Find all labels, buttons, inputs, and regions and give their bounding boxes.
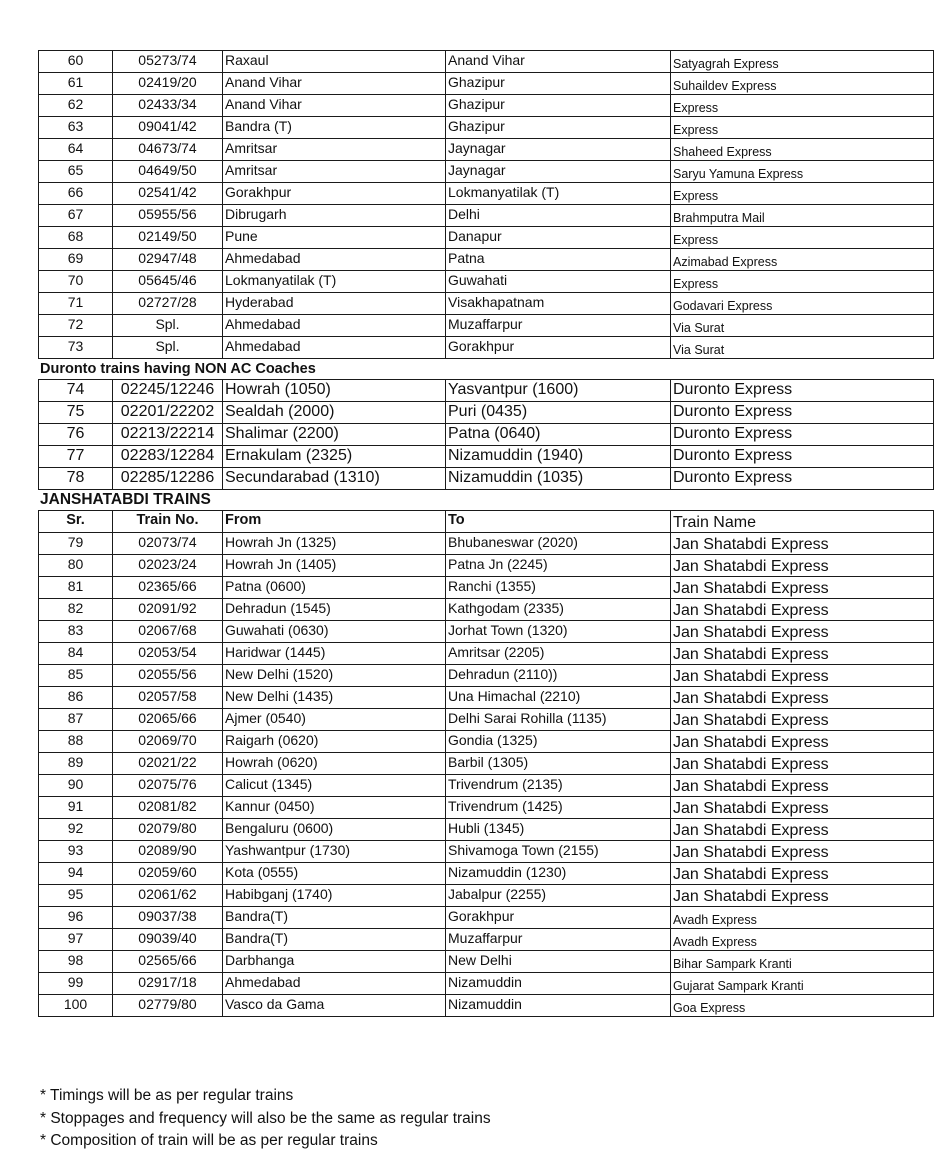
cell-train-name: Jan Shatabdi Express [671, 555, 934, 577]
table-row [39, 227, 934, 249]
cell-sr: 95 [39, 885, 113, 907]
cell-train-no: 02149/50 [113, 227, 223, 249]
cell-sr: 78 [39, 468, 113, 490]
cell-train-name: Goa Express [671, 995, 934, 1017]
cell-train-no: 02285/12286 [113, 468, 223, 490]
cell-train-no: 02055/56 [113, 665, 223, 687]
table-row [39, 95, 934, 117]
table-row [39, 577, 934, 599]
cell-to: Dehradun (2110)) [446, 665, 671, 687]
cell-train-no: 09041/42 [113, 117, 223, 139]
cell-train-no: 02061/62 [113, 885, 223, 907]
janshatabdi-trains-table [38, 510, 934, 1017]
cell-from: Shalimar (2200) [223, 424, 446, 446]
cell-to: Patna Jn (2245) [446, 555, 671, 577]
cell-from: New Delhi (1435) [223, 687, 446, 709]
cell-sr: 70 [39, 271, 113, 293]
table-row [39, 643, 934, 665]
cell-from: Bandra(T) [223, 907, 446, 929]
cell-train-no: 02283/12284 [113, 446, 223, 468]
cell-train-no: 02053/54 [113, 643, 223, 665]
special-trains-table [38, 50, 934, 359]
cell-train-name: Jan Shatabdi Express [671, 731, 934, 753]
table-row [39, 402, 934, 424]
cell-to: Ghazipur [446, 95, 671, 117]
cell-to: Bhubaneswar (2020) [446, 533, 671, 555]
cell-sr: 76 [39, 424, 113, 446]
cell-to: Visakhapatnam [446, 293, 671, 315]
cell-sr: 85 [39, 665, 113, 687]
cell-train-name: Duronto Express [671, 446, 934, 468]
cell-train-name: Satyagrah Express [671, 51, 934, 73]
cell-train-name: Jan Shatabdi Express [671, 621, 934, 643]
cell-train-name: Jan Shatabdi Express [671, 599, 934, 621]
cell-from: Bandra(T) [223, 929, 446, 951]
cell-train-no: 02433/34 [113, 95, 223, 117]
cell-to: Nizamuddin [446, 973, 671, 995]
cell-train-name: Express [671, 117, 934, 139]
header-sr: Sr. [39, 511, 113, 533]
cell-train-name: Gujarat Sampark Kranti [671, 973, 934, 995]
cell-sr: 97 [39, 929, 113, 951]
cell-train-no: 02023/24 [113, 555, 223, 577]
table-row [39, 929, 934, 951]
cell-train-name: Express [671, 227, 934, 249]
cell-train-name: Jan Shatabdi Express [671, 863, 934, 885]
cell-train-no: 05645/46 [113, 271, 223, 293]
cell-train-name: Suhaildev Express [671, 73, 934, 95]
cell-from: Howrah Jn (1325) [223, 533, 446, 555]
cell-train-no: 02565/66 [113, 951, 223, 973]
cell-train-no: 02057/58 [113, 687, 223, 709]
cell-train-name: Jan Shatabdi Express [671, 885, 934, 907]
cell-from: Kota (0555) [223, 863, 446, 885]
cell-to: Delhi [446, 205, 671, 227]
cell-from: Dibrugarh [223, 205, 446, 227]
cell-from: Raigarh (0620) [223, 731, 446, 753]
table-row [39, 337, 934, 359]
table-row [39, 599, 934, 621]
cell-train-name: Saryu Yamuna Express [671, 161, 934, 183]
table-row [39, 183, 934, 205]
cell-sr: 65 [39, 161, 113, 183]
table-row [39, 139, 934, 161]
cell-to: Ghazipur [446, 117, 671, 139]
cell-sr: 66 [39, 183, 113, 205]
cell-from: Ahmedabad [223, 973, 446, 995]
cell-from: Ajmer (0540) [223, 709, 446, 731]
footnote-stoppages: * Stoppages and frequency will also be the same as regular trains [40, 1109, 491, 1127]
cell-to: Gorakhpur [446, 337, 671, 359]
cell-train-no: 02089/90 [113, 841, 223, 863]
table-row [39, 315, 934, 337]
table-row [39, 797, 934, 819]
cell-sr: 90 [39, 775, 113, 797]
cell-train-no: 05955/56 [113, 205, 223, 227]
cell-sr: 80 [39, 555, 113, 577]
header-train-no: Train No. [113, 511, 223, 533]
cell-to: Nizamuddin (1940) [446, 446, 671, 468]
table-row [39, 775, 934, 797]
cell-train-no: 04649/50 [113, 161, 223, 183]
cell-sr: 96 [39, 907, 113, 929]
table-row [39, 161, 934, 183]
train-list-page [38, 50, 933, 1017]
cell-sr: 93 [39, 841, 113, 863]
cell-train-no: Spl. [113, 337, 223, 359]
cell-train-no: 02779/80 [113, 995, 223, 1017]
duronto-trains-table [38, 379, 934, 490]
cell-from: Kannur (0450) [223, 797, 446, 819]
cell-train-name: Avadh Express [671, 929, 934, 951]
cell-train-name: Express [671, 271, 934, 293]
cell-sr: 68 [39, 227, 113, 249]
cell-to: Ranchi (1355) [446, 577, 671, 599]
cell-from: Bandra (T) [223, 117, 446, 139]
cell-to: Guwahati [446, 271, 671, 293]
cell-train-no: 02065/66 [113, 709, 223, 731]
cell-to: Jabalpur (2255) [446, 885, 671, 907]
cell-train-name: Jan Shatabdi Express [671, 643, 934, 665]
cell-sr: 64 [39, 139, 113, 161]
duronto-trains-body [39, 380, 934, 490]
table-row [39, 819, 934, 841]
cell-to: Hubli (1345) [446, 819, 671, 841]
cell-from: Gorakhpur [223, 183, 446, 205]
table-row [39, 621, 934, 643]
cell-to: Barbil (1305) [446, 753, 671, 775]
cell-train-no: 02947/48 [113, 249, 223, 271]
cell-sr: 86 [39, 687, 113, 709]
cell-sr: 71 [39, 293, 113, 315]
cell-to: Una Himachal (2210) [446, 687, 671, 709]
cell-train-name: Jan Shatabdi Express [671, 577, 934, 599]
cell-train-name: Via Surat [671, 337, 934, 359]
cell-train-no: 02091/92 [113, 599, 223, 621]
cell-sr: 99 [39, 973, 113, 995]
cell-to: Amritsar (2205) [446, 643, 671, 665]
cell-from: Ahmedabad [223, 315, 446, 337]
cell-train-no: 02073/74 [113, 533, 223, 555]
cell-from: Pune [223, 227, 446, 249]
cell-to: Nizamuddin (1035) [446, 468, 671, 490]
table-row [39, 293, 934, 315]
cell-train-no: 05273/74 [113, 51, 223, 73]
cell-train-name: Jan Shatabdi Express [671, 665, 934, 687]
cell-sr: 61 [39, 73, 113, 95]
cell-train-name: Express [671, 95, 934, 117]
cell-train-name: Via Surat [671, 315, 934, 337]
cell-sr: 94 [39, 863, 113, 885]
cell-train-name: Duronto Express [671, 468, 934, 490]
cell-from: Sealdah (2000) [223, 402, 446, 424]
cell-sr: 89 [39, 753, 113, 775]
cell-train-name: Duronto Express [671, 424, 934, 446]
cell-train-name: Jan Shatabdi Express [671, 797, 934, 819]
cell-to: Patna (0640) [446, 424, 671, 446]
cell-to: Anand Vihar [446, 51, 671, 73]
header-to: To [446, 511, 671, 533]
cell-from: Vasco da Gama [223, 995, 446, 1017]
cell-sr: 81 [39, 577, 113, 599]
table-row [39, 951, 934, 973]
cell-to: Jorhat Town (1320) [446, 621, 671, 643]
cell-from: Calicut (1345) [223, 775, 446, 797]
cell-to: Jaynagar [446, 139, 671, 161]
cell-sr: 63 [39, 117, 113, 139]
cell-train-name: Azimabad Express [671, 249, 934, 271]
cell-sr: 60 [39, 51, 113, 73]
cell-train-no: 02069/70 [113, 731, 223, 753]
table-row [39, 446, 934, 468]
table-row [39, 973, 934, 995]
table-row [39, 533, 934, 555]
cell-from: Amritsar [223, 139, 446, 161]
cell-train-name: Brahmputra Mail [671, 205, 934, 227]
cell-train-name: Jan Shatabdi Express [671, 687, 934, 709]
cell-to: Yasvantpur (1600) [446, 380, 671, 402]
footnotes [40, 1085, 491, 1153]
cell-train-name: Duronto Express [671, 402, 934, 424]
cell-train-name: Shaheed Express [671, 139, 934, 161]
table-row [39, 753, 934, 775]
table-row [39, 51, 934, 73]
cell-train-name: Express [671, 183, 934, 205]
cell-from: Ernakulam (2325) [223, 446, 446, 468]
cell-train-name: Godavari Express [671, 293, 934, 315]
cell-sr: 75 [39, 402, 113, 424]
cell-from: Habibganj (1740) [223, 885, 446, 907]
cell-from: Amritsar [223, 161, 446, 183]
table-row [39, 271, 934, 293]
cell-train-name: Jan Shatabdi Express [671, 709, 934, 731]
cell-train-no: 02059/60 [113, 863, 223, 885]
cell-to: Jaynagar [446, 161, 671, 183]
cell-from: Haridwar (1445) [223, 643, 446, 665]
table-row [39, 555, 934, 577]
cell-sr: 82 [39, 599, 113, 621]
janshatabdi-section-title: JANSHATABDI TRAINS [40, 491, 211, 508]
cell-from: Anand Vihar [223, 73, 446, 95]
table-row [39, 907, 934, 929]
cell-train-no: 02075/76 [113, 775, 223, 797]
cell-to: Gorakhpur [446, 907, 671, 929]
cell-sr: 87 [39, 709, 113, 731]
cell-train-name: Bihar Sampark Kranti [671, 951, 934, 973]
cell-to: Ghazipur [446, 73, 671, 95]
cell-from: Guwahati (0630) [223, 621, 446, 643]
cell-from: Raxaul [223, 51, 446, 73]
cell-from: Ahmedabad [223, 337, 446, 359]
cell-train-no: 02081/82 [113, 797, 223, 819]
footnote-composition: * Composition of train will be as per regular trains [40, 1132, 378, 1149]
cell-train-no: 04673/74 [113, 139, 223, 161]
cell-from: Howrah (1050) [223, 380, 446, 402]
cell-to: Trivendrum (2135) [446, 775, 671, 797]
cell-train-name: Jan Shatabdi Express [671, 753, 934, 775]
cell-from: Yashwantpur (1730) [223, 841, 446, 863]
table-row [39, 841, 934, 863]
cell-train-no: 02245/12246 [113, 380, 223, 402]
cell-to: Danapur [446, 227, 671, 249]
cell-train-name: Avadh Express [671, 907, 934, 929]
cell-sr: 92 [39, 819, 113, 841]
cell-sr: 77 [39, 446, 113, 468]
table-header-row [39, 511, 934, 533]
cell-sr: 100 [39, 995, 113, 1017]
table-row [39, 380, 934, 402]
cell-to: Puri (0435) [446, 402, 671, 424]
table-row [39, 424, 934, 446]
table-row [39, 995, 934, 1017]
cell-from: Dehradun (1545) [223, 599, 446, 621]
cell-from: Lokmanyatilak (T) [223, 271, 446, 293]
cell-sr: 91 [39, 797, 113, 819]
cell-sr: 83 [39, 621, 113, 643]
cell-from: Darbhanga [223, 951, 446, 973]
cell-train-no: Spl. [113, 315, 223, 337]
cell-from: Secundarabad (1310) [223, 468, 446, 490]
cell-to: Nizamuddin [446, 995, 671, 1017]
cell-train-no: 02917/18 [113, 973, 223, 995]
table-row [39, 665, 934, 687]
cell-from: Patna (0600) [223, 577, 446, 599]
table-row [39, 249, 934, 271]
table-row [39, 709, 934, 731]
cell-train-name: Jan Shatabdi Express [671, 533, 934, 555]
cell-to: New Delhi [446, 951, 671, 973]
cell-train-no: 09039/40 [113, 929, 223, 951]
cell-sr: 98 [39, 951, 113, 973]
footnote-timings: * Timings will be as per regular trains [40, 1087, 294, 1104]
table-row [39, 205, 934, 227]
cell-to: Muzaffarpur [446, 315, 671, 337]
cell-to: Muzaffarpur [446, 929, 671, 951]
cell-sr: 74 [39, 380, 113, 402]
cell-sr: 84 [39, 643, 113, 665]
cell-sr: 62 [39, 95, 113, 117]
cell-train-no: 02419/20 [113, 73, 223, 95]
cell-train-name: Jan Shatabdi Express [671, 775, 934, 797]
cell-from: Anand Vihar [223, 95, 446, 117]
table-row [39, 468, 934, 490]
table-row [39, 687, 934, 709]
janshatabdi-trains-body [39, 533, 934, 1017]
cell-train-no: 02201/22202 [113, 402, 223, 424]
cell-from: New Delhi (1520) [223, 665, 446, 687]
cell-to: Trivendrum (1425) [446, 797, 671, 819]
cell-to: Gondia (1325) [446, 731, 671, 753]
cell-train-no: 02079/80 [113, 819, 223, 841]
header-from: From [223, 511, 446, 533]
cell-to: Delhi Sarai Rohilla (1135) [446, 709, 671, 731]
cell-from: Howrah Jn (1405) [223, 555, 446, 577]
cell-train-no: 02213/22214 [113, 424, 223, 446]
table-row [39, 885, 934, 907]
table-row [39, 863, 934, 885]
cell-train-name: Duronto Express [671, 380, 934, 402]
cell-train-no: 02541/42 [113, 183, 223, 205]
cell-sr: 69 [39, 249, 113, 271]
cell-sr: 73 [39, 337, 113, 359]
cell-to: Shivamoga Town (2155) [446, 841, 671, 863]
header-train-name: Train Name [671, 511, 934, 533]
cell-from: Bengaluru (0600) [223, 819, 446, 841]
cell-to: Nizamuddin (1230) [446, 863, 671, 885]
cell-train-name: Jan Shatabdi Express [671, 841, 934, 863]
cell-sr: 67 [39, 205, 113, 227]
cell-to: Kathgodam (2335) [446, 599, 671, 621]
cell-train-name: Jan Shatabdi Express [671, 819, 934, 841]
table-row [39, 117, 934, 139]
table-row [39, 731, 934, 753]
cell-sr: 88 [39, 731, 113, 753]
cell-from: Hyderabad [223, 293, 446, 315]
special-trains-body [39, 51, 934, 359]
cell-train-no: 02021/22 [113, 753, 223, 775]
duronto-section-title: Duronto trains having NON AC Coaches [40, 361, 316, 377]
cell-train-no: 02365/66 [113, 577, 223, 599]
cell-from: Howrah (0620) [223, 753, 446, 775]
cell-to: Patna [446, 249, 671, 271]
cell-train-no: 02727/28 [113, 293, 223, 315]
cell-train-no: 02067/68 [113, 621, 223, 643]
cell-to: Lokmanyatilak (T) [446, 183, 671, 205]
table-row [39, 73, 934, 95]
cell-train-no: 09037/38 [113, 907, 223, 929]
cell-sr: 72 [39, 315, 113, 337]
cell-from: Ahmedabad [223, 249, 446, 271]
cell-sr: 79 [39, 533, 113, 555]
